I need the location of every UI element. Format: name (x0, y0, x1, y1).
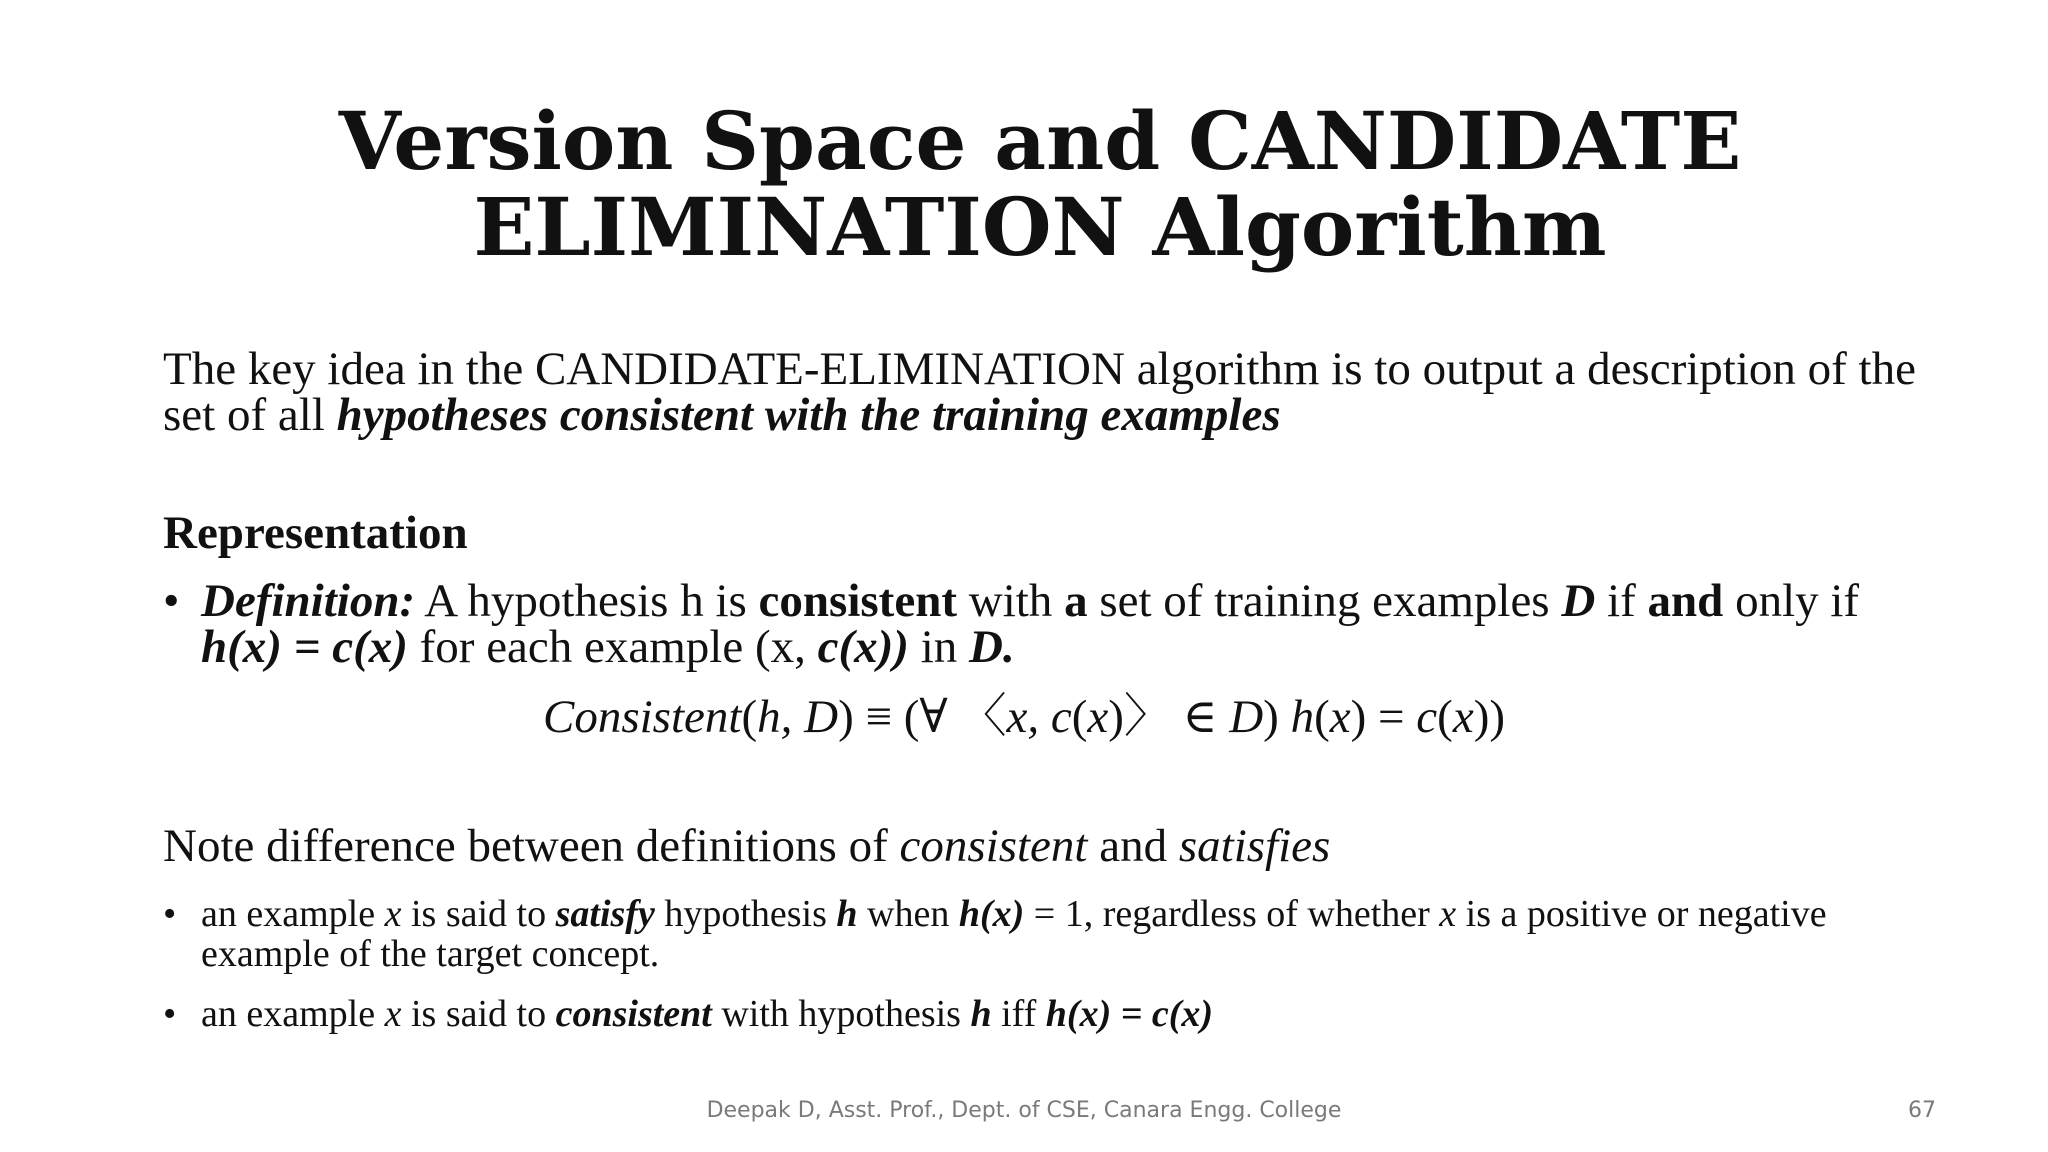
formula-run: )〉 ∈ (1108, 691, 1230, 743)
text-run: in (908, 621, 970, 673)
text-run: D. (969, 621, 1015, 673)
text-run: = 1, regardless of whether (1024, 893, 1440, 935)
text-run: is said to (401, 893, 556, 935)
representation-heading: Representation (163, 507, 468, 559)
slide-title (300, 94, 1780, 274)
text-run: is said to (401, 993, 556, 1035)
text-run: consistent (555, 993, 712, 1035)
text-run: only if (1723, 575, 1860, 627)
formula-run: ) (1263, 691, 1291, 743)
intro-paragraph (163, 343, 1943, 441)
text-run: an example (201, 993, 385, 1035)
formula-run: ( (1314, 691, 1330, 743)
text-run: if (1595, 575, 1648, 627)
text-run: h(x) = c(x) (1045, 993, 1214, 1035)
text-run: c(x)) (817, 621, 909, 673)
formula-run: c (1416, 691, 1438, 743)
text-run: with hypothesis (711, 993, 971, 1035)
consistency-formula (0, 692, 2048, 742)
definition-text (201, 575, 1943, 673)
formula-run: D (1229, 691, 1264, 743)
formula-run: x (1329, 691, 1351, 743)
formula-run: Consistent (542, 691, 742, 743)
text-run: consistent (758, 575, 957, 627)
bullet-marker: • (163, 893, 177, 935)
formula-run: ( (1071, 691, 1088, 743)
note-paragraph (163, 820, 1943, 872)
title-line-2: ELIMINATION Algorithm (473, 180, 1607, 274)
text-run: satisfies (1178, 820, 1331, 872)
text-run: an example (201, 893, 385, 935)
intro-emphasis: hypotheses consistent with the training examples (336, 389, 1281, 441)
text-run: and (1647, 575, 1724, 627)
formula-run: h (1290, 691, 1315, 743)
satisfy-text (201, 894, 1943, 974)
text-run: satisfy (555, 893, 655, 935)
text-run: x (384, 993, 402, 1035)
text-run: h(x) (958, 893, 1025, 935)
intro-text: The key idea in the CANDIDATE-ELIMINATION algorithm is to output a description of the set of all (163, 343, 1916, 441)
formula-run: x, c (1006, 691, 1072, 743)
consistent-text (201, 994, 1943, 1034)
text-run: A hypothesis h is (415, 575, 759, 627)
formula-run: ) ≡ (∀ 〈 (838, 691, 1007, 743)
formula-run: ( (741, 691, 758, 743)
text-run: and (1087, 820, 1179, 872)
title-line-1: Version Space and CANDIDATE (338, 94, 1742, 188)
text-run: set of training examples (1087, 575, 1562, 627)
text-run: h(x) = c(x) (201, 621, 408, 673)
text-run: for each example (x, (407, 621, 818, 673)
text-run: consistent (899, 820, 1088, 872)
formula-run: x (1452, 691, 1474, 743)
text-run: D (1561, 575, 1596, 627)
formula-run: x (1087, 691, 1109, 743)
text-run: x (1439, 893, 1457, 935)
formula-run: ) = (1350, 691, 1417, 743)
formula-run: )) (1473, 691, 1505, 743)
bullet-marker: • (163, 575, 180, 627)
definition-label: Definition: (201, 575, 416, 627)
bullet-marker: • (163, 993, 177, 1035)
slide-footer: Deepak D, Asst. Prof., Dept. of CSE, Canara Engg. College (706, 1098, 1342, 1123)
text-run: with (957, 575, 1065, 627)
page-number: 67 (1908, 1098, 1936, 1123)
text-run: a (1064, 575, 1088, 627)
formula-run: h, D (757, 691, 839, 743)
text-run: when (857, 893, 959, 935)
text-run: h (836, 893, 858, 935)
text-run: Note difference between definitions of (163, 820, 900, 872)
text-run: is a positive or negative example of the target concept. (201, 893, 1827, 975)
text-run: hypothesis (654, 893, 837, 935)
text-run: h (970, 993, 992, 1035)
text-run: x (384, 893, 402, 935)
formula-run: ( (1437, 691, 1453, 743)
text-run: iff (991, 993, 1046, 1035)
